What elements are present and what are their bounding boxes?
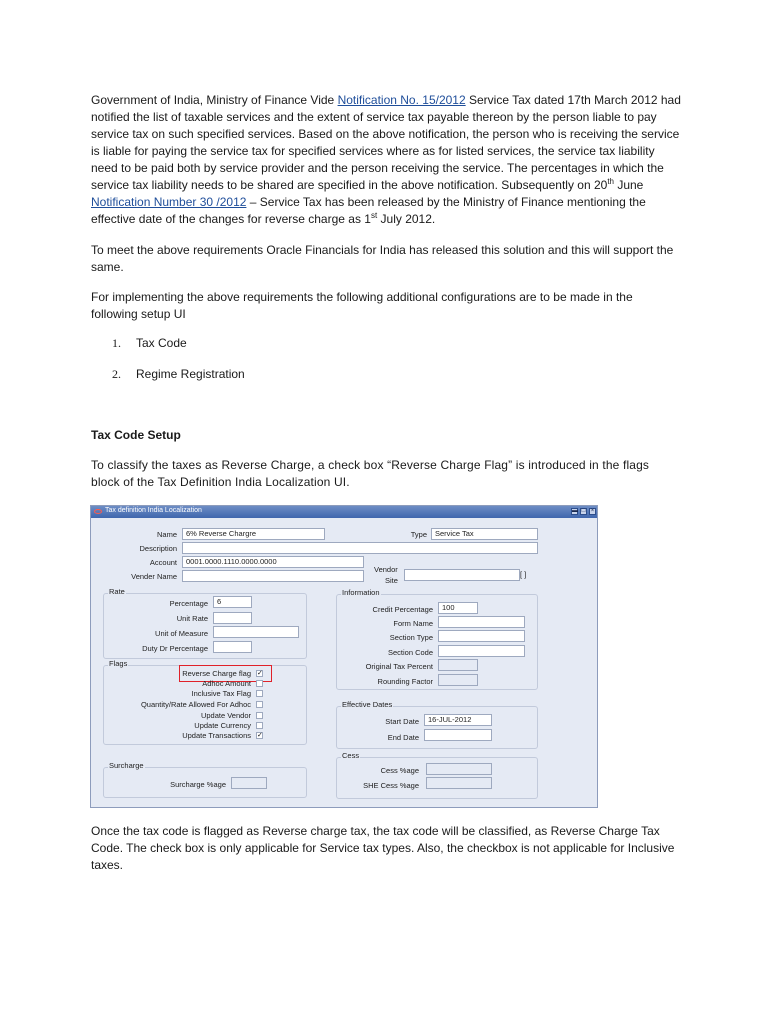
list-item-regime-registration [112,367,245,382]
oracle-logo-icon [94,509,102,514]
update-vendor-checkbox[interactable] [256,712,263,719]
flag-label: Adhoc Amount [202,679,251,688]
intro-paragraph [91,92,681,228]
rounding-factor-field[interactable] [438,674,478,686]
inclusive-tax-checkbox[interactable] [256,690,263,697]
duty-dr-label: Duty Dr Percentage [142,644,208,653]
window-title: Tax definition India Localization [105,507,202,514]
maximize-icon[interactable]: □ [581,508,586,514]
cess-group-title: Cess [342,751,360,760]
list-text: Regime Registration [136,367,245,381]
type-label: Type [410,530,427,539]
section-type-field[interactable] [438,630,525,642]
requirements-paragraph: To meet the above requirements Oracle Financials for India has released this solution and this will support the same. [91,243,674,274]
flag-label: Inclusive Tax Flag [191,689,251,698]
end-date-field[interactable] [424,729,492,741]
surcharge-pct-field[interactable] [231,777,267,789]
adhoc-amount-checkbox[interactable] [256,680,263,687]
credit-percentage-field[interactable]: 100 [438,602,478,614]
section-type-label: Section Type [389,633,433,642]
reverse-charge-checkbox[interactable]: ✓ [257,670,263,677]
closing-paragraph: Once the tax code is flagged as Reverse charge tax, the tax code will be classified, as Reverse Charge Tax Code. The check box is only applicable for Service tax types. Also, the checkbox is not applicable for Inclusive taxes. [91,824,675,872]
tax-definition-window [90,505,598,808]
effective-dates-group [336,706,538,749]
percentage-label: Percentage [169,599,208,608]
vendor-name-label: Vender Name [131,572,177,581]
list-text: Tax Code [136,336,187,350]
uom-label: Unit of Measure [155,629,208,638]
credit-percentage-label: Credit Percentage [372,605,433,614]
vendor-site-label-2: Site [385,576,398,585]
flag-label: Update Currency [194,721,251,730]
surcharge-group-title: Surcharge [109,761,144,770]
notification-30-link[interactable]: Notification Number 30 /2012 [91,195,247,209]
configurations-paragraph: For implementing the above requirements the following additional configurations are to be made in the following setup UI [91,290,633,321]
list-item-tax-code [112,336,187,351]
percentage-field[interactable]: 6 [213,596,252,608]
vendor-site-label-1: Vendor [374,565,398,574]
type-field[interactable]: Service Tax [431,528,538,540]
window-titlebar [91,506,597,518]
surcharge-pct-label: Surcharge %age [170,780,226,789]
intro-text-b: Service Tax dated 17th March 2012 had notified the list of taxable services and the extent of service tax payable thereon by the person liable to pay service tax on such specified services. Based on the above notification, the person who is receiving the service is liable for paying the service tax for specified services where as for listed services, the service tax liability need to be paid both by service provider and the person receiving the service. The percentages in which the service tax liability needs to be shared are specified in the above notification. Subsequently on 20 [91,93,681,192]
uom-field[interactable] [213,626,299,638]
description-label: Description [139,544,177,553]
unit-rate-label: Unit Rate [176,614,208,623]
list-number: 1. [112,336,121,350]
original-tax-percent-field[interactable] [438,659,478,671]
rate-group-title: Rate [109,587,125,596]
unit-rate-field[interactable] [213,612,252,624]
cess-pct-field[interactable] [426,763,492,775]
vendor-site-field[interactable] [404,569,520,581]
section-heading: Tax Code Setup [91,428,181,442]
quantity-rate-adhoc-checkbox[interactable] [256,701,263,708]
form-name-field[interactable] [438,616,525,628]
start-date-label: Start Date [385,717,419,726]
account-label: Account [149,558,177,567]
flag-label: Update Vendor [200,711,251,720]
list-number: 2. [112,367,121,381]
update-transactions-checkbox[interactable]: ✓ [257,732,263,739]
vendor-site-lov-icon[interactable]: [ ] [520,570,527,579]
end-date-label: End Date [387,733,419,742]
flag-label: Update Transactions [182,731,251,740]
intro-text-c: June [614,178,644,192]
intro-sup-th: th [607,177,614,186]
start-date-field[interactable]: 16-JUL-2012 [424,714,492,726]
flag-label: Quantity/Rate Allowed For Adhoc [140,700,251,709]
vendor-name-field[interactable] [182,570,364,582]
name-label: Name [156,530,177,539]
notification-15-link[interactable]: Notification No. 15/2012 [337,93,466,107]
description-field[interactable] [182,542,538,554]
account-field[interactable]: 0001.0000.1110.0000.0000 [182,556,364,568]
effective-dates-title: Effective Dates [342,700,393,709]
classify-paragraph: To classify the taxes as Reverse Charge, a check box “Reverse Charge Flag” is introduced in the flags block of the Tax Definition India Localization UI. [91,458,650,489]
flag-label: Reverse Charge flag [182,669,251,678]
duty-dr-field[interactable] [213,641,252,653]
she-cess-pct-field[interactable] [426,777,492,789]
intro-sup-st: st [370,211,378,220]
section-code-field[interactable] [438,645,525,657]
form-name-label: Form Name [393,619,433,628]
information-group-title: Information [342,588,380,597]
intro-text-d: – Service Tax has been released by the Ministry of Finance mentioning the effective date of the changes for reverse charge as 1 [91,195,646,226]
name-field[interactable]: 6% Reverse Chargre [182,528,325,540]
she-cess-pct-label: SHE Cess %age [363,781,419,790]
update-currency-checkbox[interactable] [256,722,263,729]
intro-text-e: July 2012. [377,212,436,226]
intro-text-a: Government of India, Ministry of Finance Vide [91,93,338,107]
cess-pct-label: Cess %age [380,766,419,775]
minimize-icon[interactable]: ▬ [572,508,578,514]
rounding-factor-label: Rounding Factor [377,677,433,686]
original-tax-percent-label: Original Tax Percent [365,662,433,671]
section-code-label: Section Code [387,648,433,657]
close-icon[interactable]: × [590,508,595,514]
flags-group-title: Flags [109,659,128,668]
